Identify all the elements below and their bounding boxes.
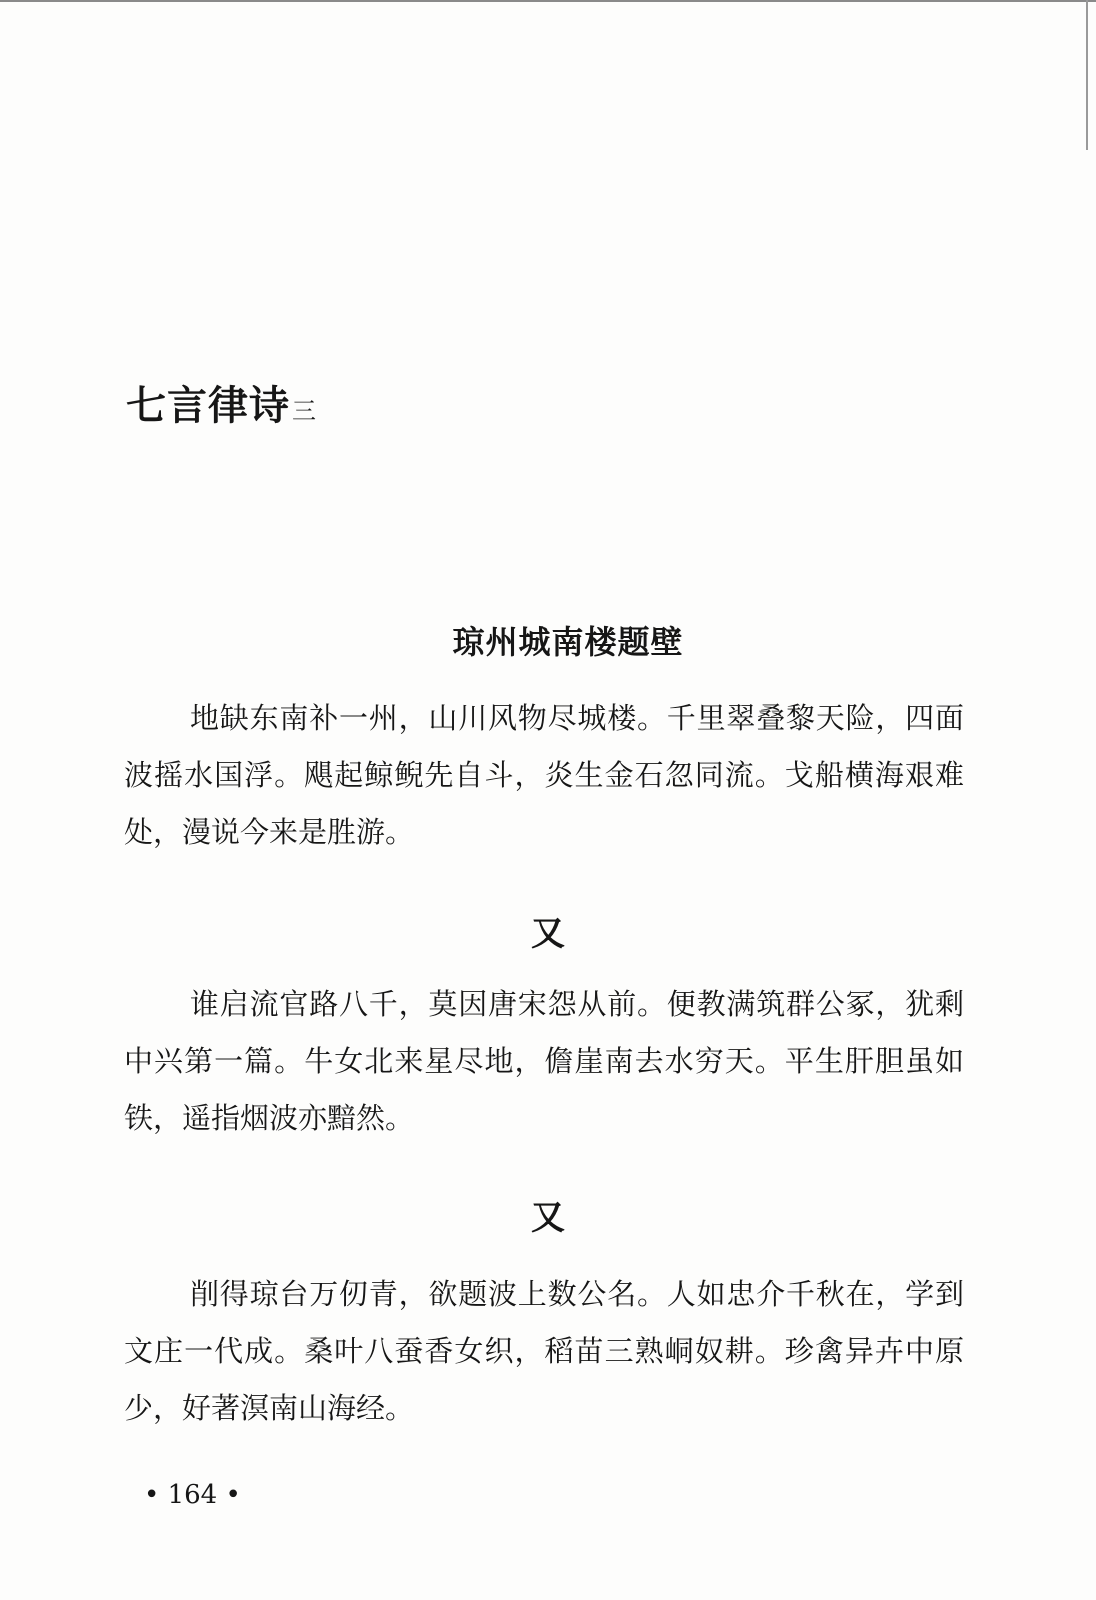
section-title	[126, 382, 317, 435]
page-number: • 164 •	[144, 1480, 241, 1510]
poem-title: 又	[531, 1198, 565, 1238]
section-title-suffix: 三	[292, 397, 317, 425]
poem-body: 谁启流官路八千，莫因唐宋怨从前。便教满筑群公冢，犹剩中兴第一篇。牛女北来星尽地，儋崖南去水穷天。平生肝胆虽如铁，遥指烟波亦黯然。	[124, 987, 964, 1135]
section-title-text: 七言律诗	[126, 382, 290, 429]
scan-side-line	[1086, 0, 1088, 150]
poem-title: 又	[531, 914, 565, 954]
poem-body: 削得琼台万仞青，欲题波上数公名。人如忠介千秋在，学到文庄一代成。桑叶八蚕香女织，稻苗三熟峒奴耕。珍禽异卉中原少，好著溟南山海经。	[124, 1277, 964, 1425]
poem-body: 地缺东南补一州，山川风物尽城楼。千里翠叠黎天险，四面波摇水国浮。飓起鲸鲵先自斗，炎生金石忽同流。戈船横海艰难处，漫说今来是胜游。	[124, 701, 964, 849]
poem-title: 琼州城南楼题壁	[452, 623, 684, 661]
scan-edge-line	[0, 0, 1096, 2]
